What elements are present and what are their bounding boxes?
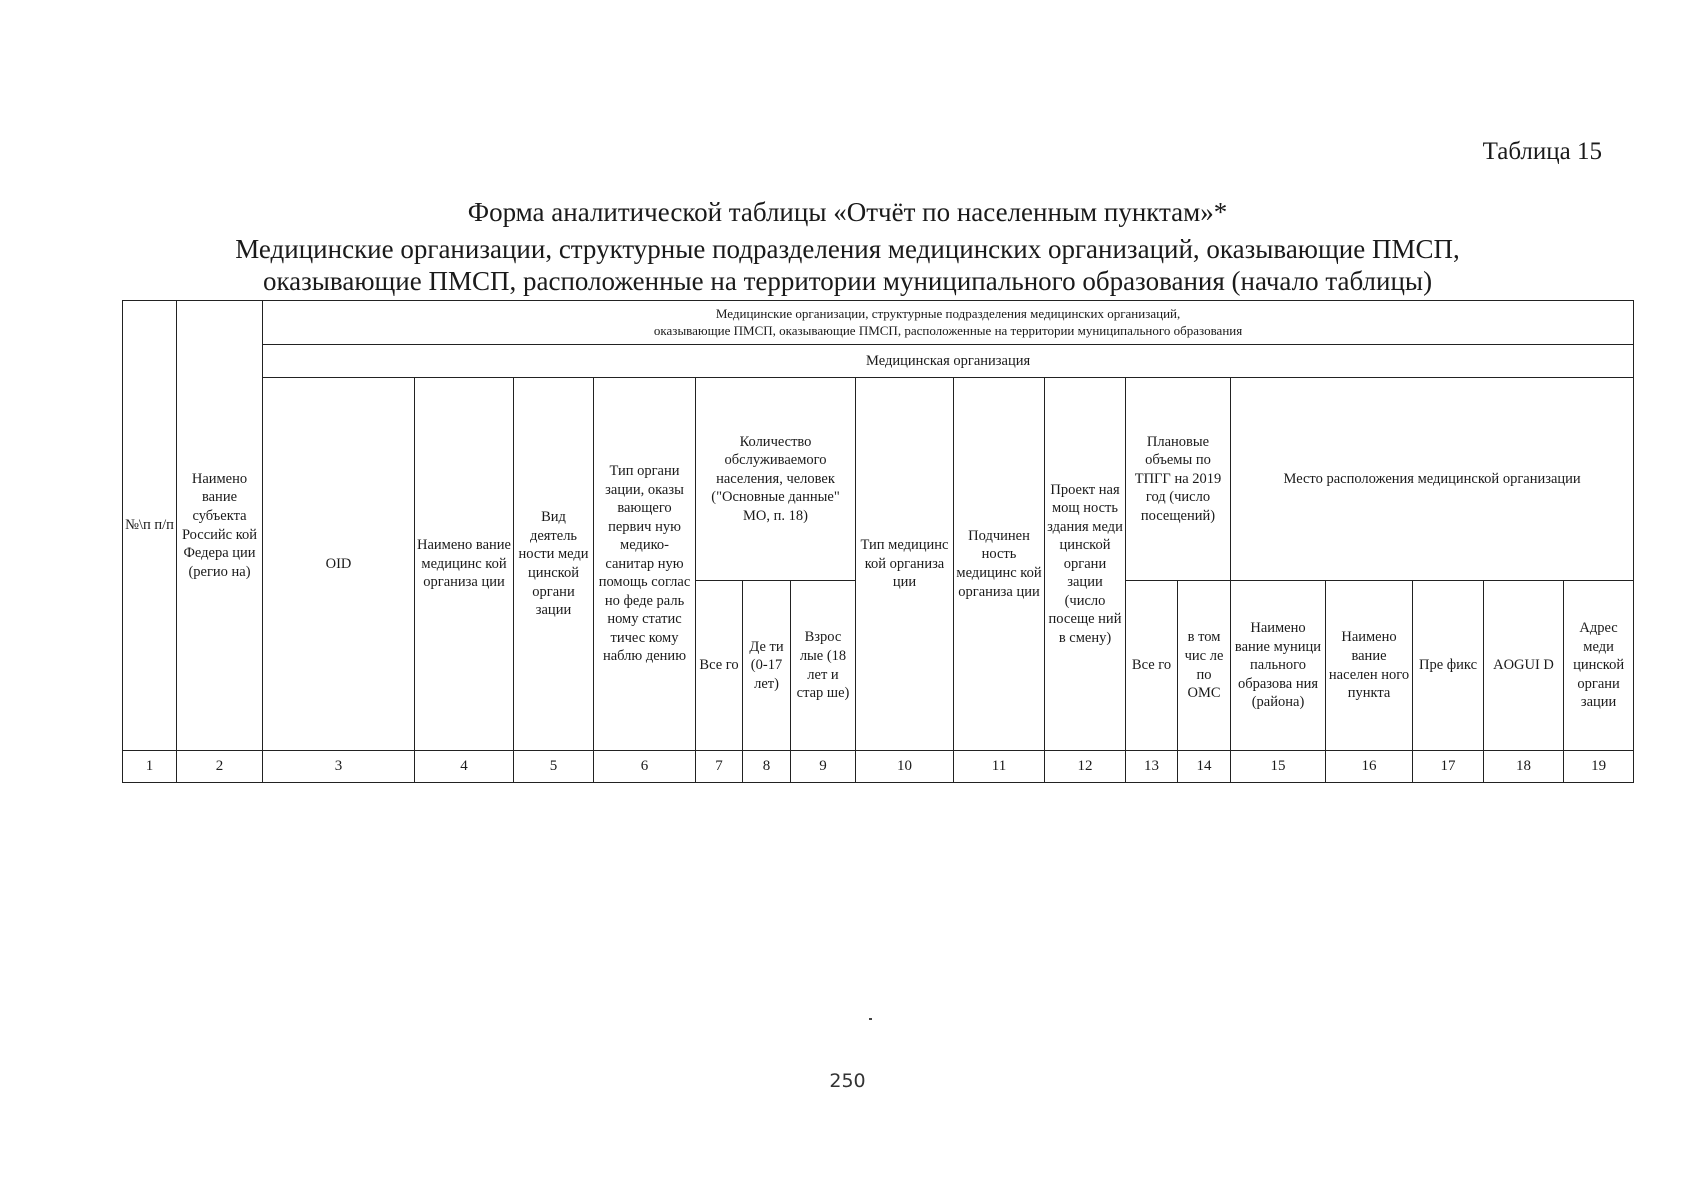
header-col-org-name: Наимено вание медицинс кой организа ции bbox=[415, 378, 514, 751]
table-label: Таблица 15 bbox=[1482, 138, 1602, 165]
header-col-planned-oms: в том чис ле по ОМС bbox=[1178, 581, 1231, 751]
column-number-cell: 4 bbox=[415, 751, 514, 783]
header-col-subject-name: Наимено вание субъекта Российс кой Федера ции (регио на) bbox=[177, 301, 263, 751]
column-number-cell: 8 bbox=[743, 751, 791, 783]
column-number-cell: 15 bbox=[1231, 751, 1326, 783]
column-number-cell: 12 bbox=[1045, 751, 1126, 783]
header-col-municipality-name: Наимено вание муници пального образова ния (района) bbox=[1231, 581, 1326, 751]
form-subtitle-line-2: оказывающие ПМСП, расположенные на территории муниципального образования (начало таблицы) bbox=[262, 266, 1433, 296]
header-col-row-number: №\п п/п bbox=[123, 301, 177, 751]
header-col-planned-total: Все го bbox=[1126, 581, 1178, 751]
column-number-cell: 9 bbox=[791, 751, 856, 783]
column-number-cell: 18 bbox=[1484, 751, 1564, 783]
header-group-location: Место расположения медицинской организации bbox=[1231, 378, 1634, 581]
column-number-cell: 17 bbox=[1413, 751, 1484, 783]
column-number-cell: 10 bbox=[856, 751, 954, 783]
column-number-cell: 16 bbox=[1326, 751, 1413, 783]
form-title: Форма аналитической таблицы «Отчёт по населенным пунктам»* bbox=[467, 197, 1228, 227]
header-col-prefix: Пре фикс bbox=[1413, 581, 1484, 751]
column-number-cell: 6 bbox=[594, 751, 696, 783]
header-group-planned-volumes: Плановые объемы по ТПГГ на 2019 год (число посещений) bbox=[1126, 378, 1231, 581]
column-number-cell: 7 bbox=[696, 751, 743, 783]
header-col-settlement-name: Наимено вание населен ного пункта bbox=[1326, 581, 1413, 751]
page-number: 250 bbox=[829, 1070, 866, 1092]
scan-speck bbox=[869, 1018, 872, 1020]
header-col-aoguid: AOGUI D bbox=[1484, 581, 1564, 751]
form-subtitle-line-1: Медицинские организации, структурные подразделения медицинских организаций, оказывающие ПМСП, bbox=[235, 234, 1460, 264]
header-col-address: Адрес меди цинской органи зации bbox=[1564, 581, 1634, 751]
header-col-org-type-pmsp: Тип органи зации, оказы вающего первич ную медико-санитар ную помощь соглас но феде раль ному статис тичес кому наблю дению bbox=[594, 378, 696, 751]
header-group-medical-orgs bbox=[263, 301, 1634, 345]
header-col-children: Де ти (0-17 лет) bbox=[743, 581, 791, 751]
header-group-medical-orgs-line-2: оказывающие ПМСП, оказывающие ПМСП, расположенные на территории муниципального образования bbox=[653, 322, 1243, 338]
header-group-served-population: Количество обслуживаемого населения, человек ("Основные данные" МО, п. 18) bbox=[696, 378, 856, 581]
header-group-medical-orgs-line-1: Медицинские организации, структурные подразделения медицинских организаций, bbox=[715, 306, 1181, 322]
column-number-cell: 3 bbox=[263, 751, 415, 783]
header-col-design-capacity: Проект ная мощ ность здания меди цинской органи зации (число посеще ний в смену) bbox=[1045, 378, 1126, 751]
header-medical-organization: Медицинская организация bbox=[263, 345, 1634, 378]
analytic-form-table bbox=[122, 300, 1634, 783]
column-number-cell: 11 bbox=[954, 751, 1045, 783]
header-col-oid: OID bbox=[263, 378, 415, 751]
header-col-subordination: Подчинен ность медицинс кой организа ции bbox=[954, 378, 1045, 751]
column-number-cell: 14 bbox=[1178, 751, 1231, 783]
column-number-cell: 13 bbox=[1126, 751, 1178, 783]
header-col-activity-type: Вид деятель ности меди цинской органи зации bbox=[514, 378, 594, 751]
column-number-cell: 19 bbox=[1564, 751, 1634, 783]
column-number-cell: 1 bbox=[123, 751, 177, 783]
column-number-cell: 5 bbox=[514, 751, 594, 783]
header-col-population-total: Все го bbox=[696, 581, 743, 751]
column-number-cell: 2 bbox=[177, 751, 263, 783]
header-col-med-org-type: Тип медицинс кой организа ции bbox=[856, 378, 954, 751]
header-col-adults: Взрос лые (18 лет и стар ше) bbox=[791, 581, 856, 751]
